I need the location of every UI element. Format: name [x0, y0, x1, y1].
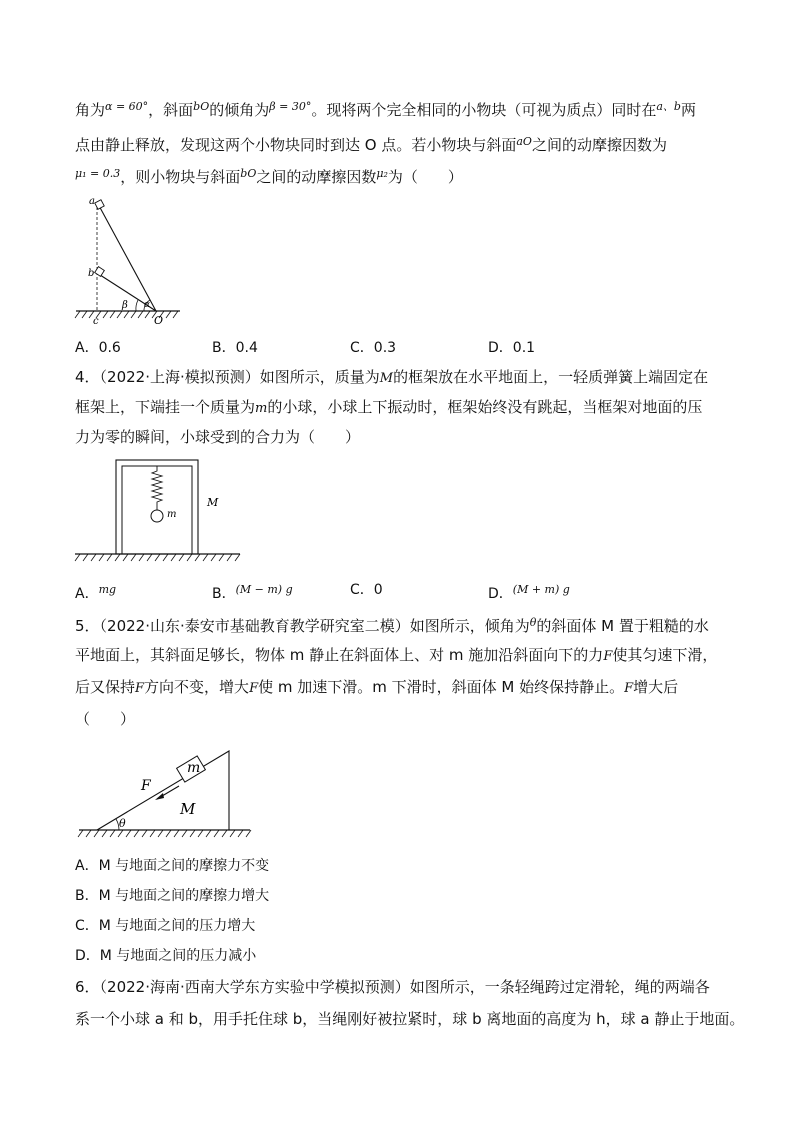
q4-text: 框架上，下端挂一个质量为 — [75, 398, 256, 416]
q5-line-1 — [75, 612, 709, 637]
q4-line-3 — [75, 426, 360, 448]
label-F: F — [141, 778, 151, 794]
block-a — [95, 200, 104, 209]
label-theta: θ — [119, 817, 126, 830]
label-O: O — [154, 314, 164, 327]
option-key: D． — [488, 340, 513, 356]
q5-text: 使 m 加速下滑。m 下滑时，斜面体 M 始终保持静止。 — [258, 678, 625, 696]
q3-option-b[interactable] — [212, 338, 258, 358]
q4-text: 的框架放在水平地面上，一轻质弹簧上端固定在 — [393, 368, 709, 386]
option-value: 0.6 — [98, 340, 121, 356]
q5-text: 平地面上，其斜面足够长，物体 m 静止在斜面体上、对 m 施加沿斜面向下的力 — [75, 646, 604, 664]
force-F: F — [249, 681, 259, 696]
label-a: a — [89, 196, 95, 207]
q3-text: 。现将两个完全相同的小物块（可视为质点）同时在 — [311, 101, 657, 119]
q5-text: 方向不变，增大 — [144, 678, 250, 696]
q6-line-2 — [75, 1008, 744, 1030]
q5-text: 5．（2022·山东·泰安市基础教育教学研究室二模）如图所示，倾角为 — [75, 617, 530, 635]
q6-line-1 — [75, 976, 710, 998]
option-value: (M + m) g — [512, 583, 570, 596]
q4-line-1 — [75, 366, 708, 390]
q5-line-4 — [75, 708, 135, 730]
label-b: b — [88, 268, 95, 279]
mu2-symbol: μ₂ — [376, 167, 388, 180]
option-value: 0.1 — [512, 340, 536, 356]
q5-text: （ ） — [75, 710, 136, 728]
q5-text: 的斜面体 M 置于粗糙的水 — [536, 617, 709, 635]
q4-text: 力为零的瞬间，小球受到的合力为（ ） — [75, 428, 361, 446]
label-m: m — [167, 509, 177, 520]
label-M: M — [180, 800, 196, 818]
slope-aO-line — [97, 202, 156, 311]
slope-bO: bO — [240, 167, 257, 180]
ground-hatching — [78, 830, 251, 837]
option-key: A． — [75, 586, 99, 602]
option-value: (M − m) g — [235, 583, 293, 596]
q3-text: 之间的动摩擦因数 — [256, 168, 377, 186]
q5-option-c[interactable]: C．M 与地面之间的压力增大 — [75, 918, 256, 934]
option-key: C． — [350, 340, 374, 356]
force-F: F — [603, 649, 613, 664]
q4-option-b[interactable] — [212, 580, 293, 604]
q5-text: 后又保持 — [75, 678, 136, 696]
q5-text: 使其匀速下滑， — [612, 646, 718, 664]
q6-text: 系一个小球 a 和 b，用手托住球 b，当绳刚好被拉紧时，球 b 离地面的高度为 h，球 a 静止于地面。 — [75, 1010, 745, 1028]
label-m: m — [187, 760, 201, 776]
q3-text: 的倾角为 — [209, 101, 270, 119]
q3-text: 两 — [680, 101, 696, 119]
option-key: B． — [212, 340, 236, 356]
label-M: M — [207, 496, 219, 509]
incline-body — [97, 751, 229, 830]
q5-text: 增大后 — [633, 678, 679, 696]
beta-arc — [136, 300, 138, 311]
q3-line-2 — [75, 131, 667, 156]
mass-M: M — [379, 371, 394, 386]
label-alpha: α — [144, 300, 151, 310]
option-value: 0 — [373, 582, 383, 598]
q4-line-2 — [75, 396, 702, 420]
mass-m: m — [255, 401, 268, 416]
ball — [151, 510, 163, 522]
q3-text: 之间的动摩擦因数为 — [531, 136, 667, 154]
force-F: F — [135, 681, 145, 696]
option-key: B． — [212, 586, 236, 602]
q4-text: 4．（2022·上海·模拟预测）如图所示，质量为 — [75, 368, 380, 386]
q3-text: ，则小物块与斜面 — [120, 168, 241, 186]
option-value: mg — [98, 583, 117, 596]
points-ab: a、b — [656, 100, 681, 113]
q3-line-1 — [75, 96, 696, 121]
q4-option-a[interactable] — [75, 580, 116, 604]
label-c: c — [93, 316, 99, 327]
q3-text: 角为 — [75, 101, 106, 119]
label-beta: β — [122, 300, 128, 311]
option-key: C． — [350, 582, 374, 598]
alpha-value: α = 60° — [105, 100, 149, 113]
q4-option-d[interactable] — [488, 580, 570, 604]
spring — [152, 466, 162, 510]
q6-text: 6．（2022·海南·西南大学东方实验中学模拟预测）如图所示，一条轻绳跨过定滑轮，绳的两端各 — [75, 978, 710, 996]
option-key: D． — [488, 586, 513, 602]
option-value: 0.4 — [235, 340, 258, 356]
slope-aO: aO — [516, 135, 532, 148]
q3-text: 点由静止释放，发现这两个小物块同时到达 O 点。若小物块与斜面 — [75, 136, 517, 154]
option-value: 0.3 — [373, 340, 397, 356]
q3-incline-figure — [70, 190, 190, 325]
q3-option-d[interactable] — [488, 338, 535, 358]
option-key: A． — [75, 340, 99, 356]
q4-frame-figure — [70, 456, 250, 568]
ground-hatching — [75, 554, 240, 561]
q5-option-b[interactable]: B．M 与地面之间的摩擦力增大 — [75, 888, 270, 904]
beta-value: β = 30° — [269, 100, 312, 113]
block-b — [95, 267, 105, 277]
q3-text: ，斜面 — [148, 101, 194, 119]
q3-line-3 — [75, 163, 463, 188]
q3-text: 为（ ） — [387, 168, 463, 186]
q5-option-d[interactable]: D．M 与地面之间的压力减小 — [75, 948, 257, 964]
q5-line-2 — [75, 644, 717, 668]
q5-line-3 — [75, 676, 678, 700]
slope-bO: bO — [193, 100, 210, 113]
q3-option-c[interactable] — [350, 338, 396, 358]
q4-text: 的小球，小球上下振动时，框架始终没有跳起，当框架对地面的压 — [267, 398, 703, 416]
theta-symbol: θ — [529, 616, 537, 629]
q5-incline-figure — [75, 738, 255, 842]
force-F: F — [624, 681, 634, 696]
q3-option-a[interactable] — [75, 338, 121, 358]
q4-option-c[interactable] — [350, 580, 383, 600]
q5-option-a[interactable]: A．M 与地面之间的摩擦力不变 — [75, 858, 270, 874]
mu1-value: μ₁ = 0.3 — [75, 167, 121, 180]
